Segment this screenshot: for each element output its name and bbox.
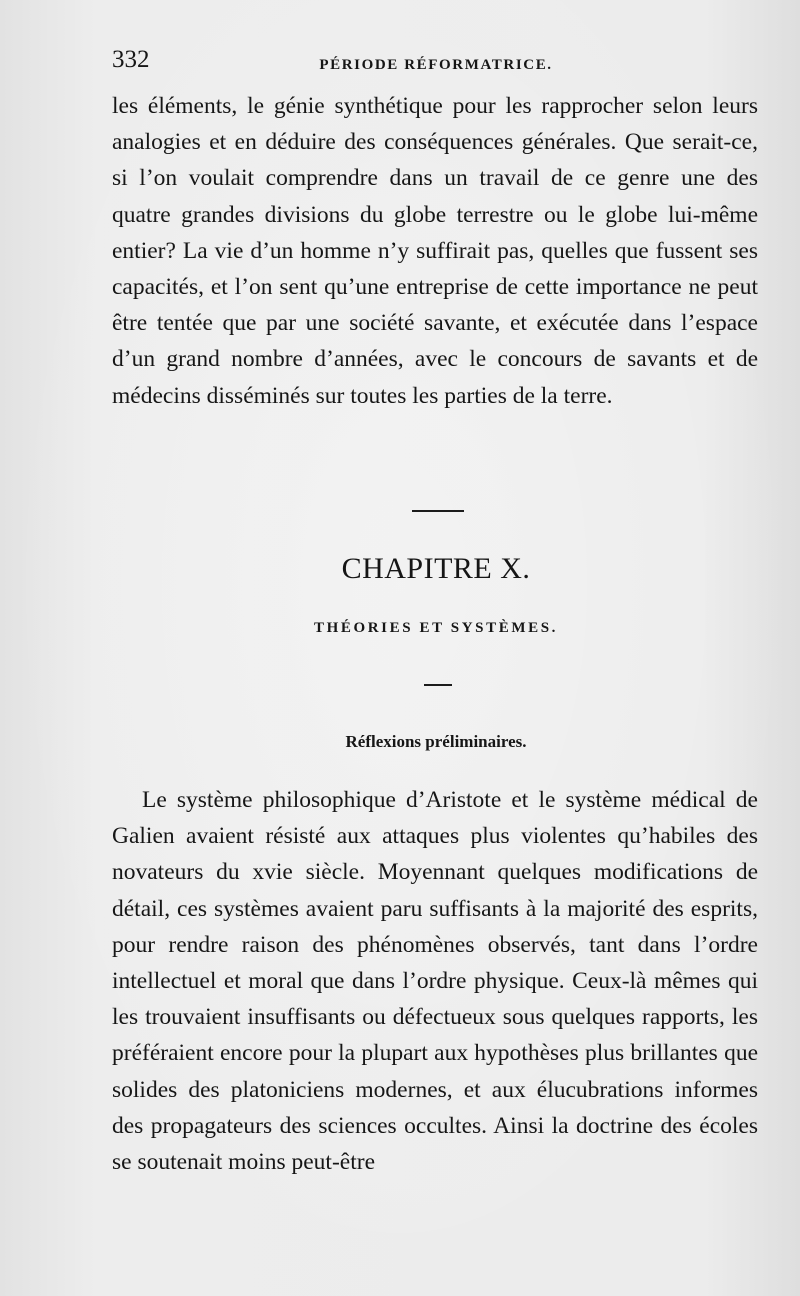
- chapter-subtitle: THÉORIES ET SYSTÈMES.: [314, 620, 558, 636]
- running-head: [112, 46, 760, 82]
- page-number: 332: [112, 46, 150, 73]
- chapter-rule: [424, 684, 452, 686]
- section-paragraph: Le système philosophique d’Aristote et le système médical de Galien avaient résisté aux attaques plus violentes qu’habiles des novateurs du xvie siècle. Moyennant quelques modifications de détail, ces systèmes avaient paru suffisants à la majorité des esprits, pour rendre raison des phénomènes observés, tant dans l’ordre intellectuel et moral que dans l’ordre physique. Ceux-là mêmes qui les trouvaient insuffisants ou défectueux sous quelques rapports, les préféraient encore pour la plupart aux hypothèses plus brillantes que solides des platoniciens modernes, et aux élucubrations informes des propagateurs des sciences occultes. Ainsi la doctrine des écoles se soutenait moins peut-être: [112, 787, 758, 1176]
- section-paragraph-block: [112, 782, 758, 1180]
- chapter-title: CHAPITRE X.: [341, 552, 531, 585]
- continued-paragraph: les éléments, le génie synthétique pour les rapprocher selon leurs analogies et en déduire des conséquences générales. Que serait-ce, si l’on voulait comprendre dans un travail de ce genre une des quatre grandes divisions du globe terrestre ou le globe lui-même entier? La vie d’un homme n’y suffirait pas, quelles que fussent ses capacités, et l’on sent qu’une entreprise de cette importance ne peut être tentée que par une société savante, et exécutée dans l’espace d’un grand nombre d’années, avec le concours de savants et de médecins disséminés sur toutes les parties de la terre.: [112, 93, 758, 409]
- section-separator-rule: [412, 510, 464, 512]
- section-heading: Réflexions préliminaires.: [345, 732, 527, 751]
- continued-paragraph-block: [112, 88, 758, 414]
- running-title: PÉRIODE RÉFORMATRICE.: [319, 57, 553, 73]
